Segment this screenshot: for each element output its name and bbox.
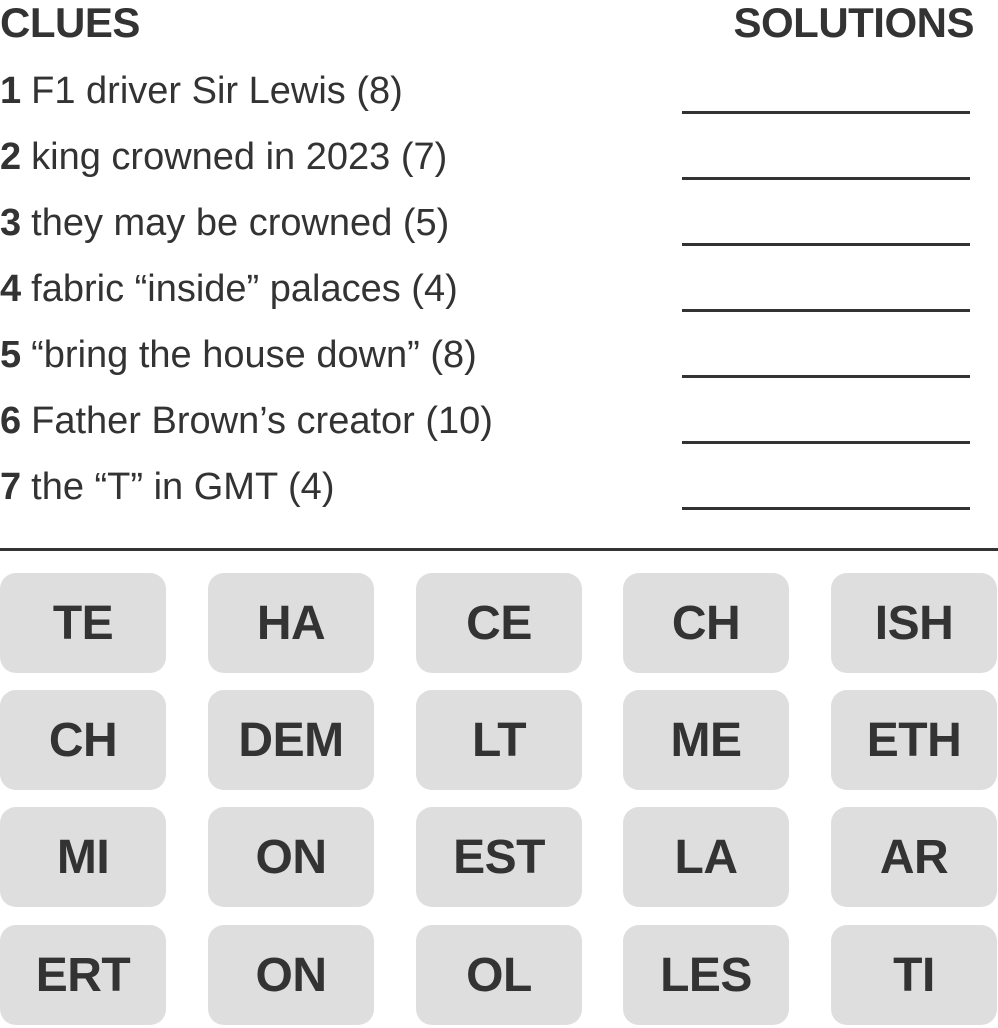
letter-tile[interactable]: ETH bbox=[831, 690, 997, 790]
letter-tile[interactable]: HA bbox=[208, 573, 374, 673]
clue-text bbox=[0, 264, 458, 314]
letter-tile[interactable]: LES bbox=[623, 925, 789, 1025]
clue-text bbox=[0, 330, 477, 380]
letter-tile[interactable]: CE bbox=[416, 573, 582, 673]
letter-tile[interactable]: MI bbox=[0, 807, 166, 907]
clue-number: 4 bbox=[0, 268, 22, 310]
clue-row-4 bbox=[0, 264, 998, 314]
letter-tile[interactable]: ERT bbox=[0, 925, 166, 1025]
clue-number: 2 bbox=[0, 136, 22, 178]
clue-label: fabric “inside” palaces (4) bbox=[31, 268, 458, 310]
clues-heading: CLUES bbox=[0, 0, 140, 46]
clue-row-3 bbox=[0, 198, 998, 248]
clue-row-7 bbox=[0, 462, 998, 512]
clue-row-2 bbox=[0, 132, 998, 182]
clue-label: king crowned in 2023 (7) bbox=[31, 136, 448, 178]
clue-number: 1 bbox=[0, 70, 22, 112]
header bbox=[0, 0, 998, 50]
clue-text bbox=[0, 198, 449, 248]
solutions-heading: SOLUTIONS bbox=[733, 0, 974, 46]
clue-text bbox=[0, 396, 493, 446]
solution-line-1[interactable] bbox=[682, 111, 970, 114]
letter-tile[interactable]: LT bbox=[416, 690, 582, 790]
solution-line-3[interactable] bbox=[682, 243, 970, 246]
clue-number: 5 bbox=[0, 334, 22, 376]
letter-tile[interactable]: TI bbox=[831, 925, 997, 1025]
letter-tile[interactable]: LA bbox=[623, 807, 789, 907]
letter-tile[interactable]: DEM bbox=[208, 690, 374, 790]
clue-row-1 bbox=[0, 66, 998, 116]
clue-label: they may be crowned (5) bbox=[31, 202, 450, 244]
letter-tile[interactable]: TE bbox=[0, 573, 166, 673]
clue-row-6 bbox=[0, 396, 998, 446]
clue-text bbox=[0, 66, 403, 116]
clue-row-5 bbox=[0, 330, 998, 380]
clue-label: F1 driver Sir Lewis (8) bbox=[31, 70, 403, 112]
tile-grid bbox=[0, 573, 998, 1028]
letter-tile[interactable]: OL bbox=[416, 925, 582, 1025]
solution-line-5[interactable] bbox=[682, 375, 970, 378]
letter-tile[interactable]: CH bbox=[623, 573, 789, 673]
solution-line-2[interactable] bbox=[682, 177, 970, 180]
solution-line-4[interactable] bbox=[682, 309, 970, 312]
clue-label: Father Brown’s creator (10) bbox=[31, 400, 493, 442]
clue-label: “bring the house down” (8) bbox=[31, 334, 477, 376]
letter-tile[interactable]: ME bbox=[623, 690, 789, 790]
letter-tile[interactable]: ISH bbox=[831, 573, 997, 673]
letter-tile[interactable]: ON bbox=[208, 807, 374, 907]
letter-tile[interactable]: EST bbox=[416, 807, 582, 907]
clue-text bbox=[0, 132, 447, 182]
solution-line-6[interactable] bbox=[682, 441, 970, 444]
letter-tile[interactable]: AR bbox=[831, 807, 997, 907]
clue-number: 7 bbox=[0, 466, 22, 508]
clue-label: the “T” in GMT (4) bbox=[31, 466, 335, 508]
clue-number: 3 bbox=[0, 202, 22, 244]
letter-tile[interactable]: CH bbox=[0, 690, 166, 790]
clue-text bbox=[0, 462, 334, 512]
divider bbox=[0, 548, 998, 551]
solution-line-7[interactable] bbox=[682, 507, 970, 510]
clue-number: 6 bbox=[0, 400, 22, 442]
letter-tile[interactable]: ON bbox=[208, 925, 374, 1025]
